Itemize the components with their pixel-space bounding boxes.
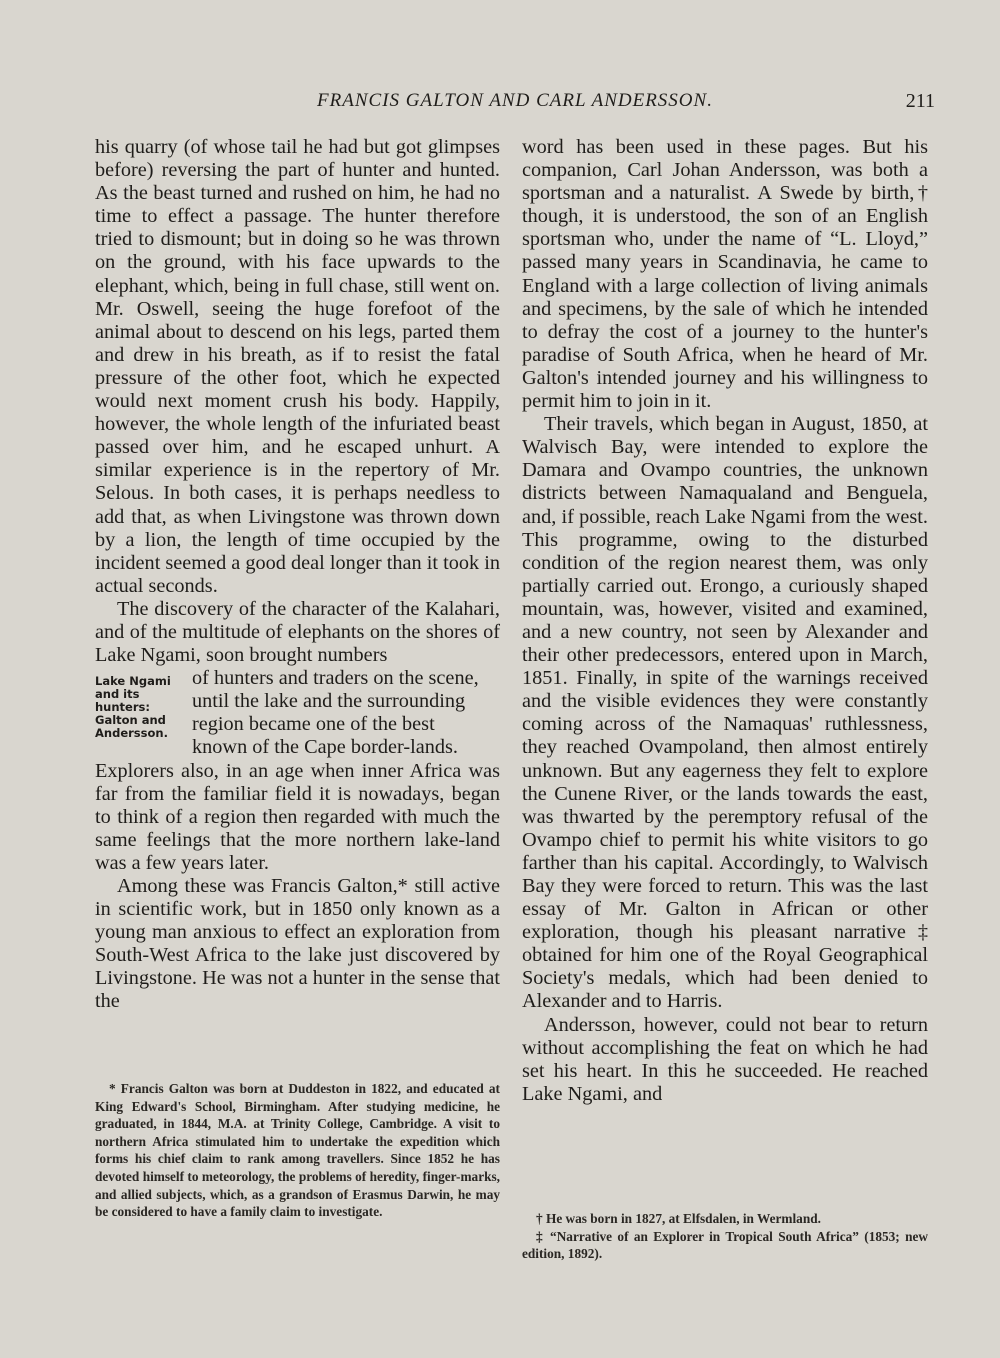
footnote: * Francis Galton was born at Duddeston in 1822, and educated at King Edward's School, Birmingham. After studying medicine, he graduated, in 1844, M.A. at Trinity College, Cambridge. A visit to northern Africa stimulated him to undertake the expedition which forms his chief claim to rank among travellers. Since 1852 he has devoted himself to meteorology, the problems of heredity, finger-marks, and allied subjects, which, as a grandson of Erasmus Darwin, he may be considered to have a family claim to investigate. xyxy=(95,1081,500,1220)
body-paragraph: The discovery of the character of the Kalahari, and of the multitude of elephants on the shores of Lake Ngami, soon brought numbers xyxy=(95,597,500,667)
footnotes-right xyxy=(522,1210,928,1263)
body-paragraph: Andersson, however, could not bear to return without accomplishing the feat on which he had set his heart. In this he succeeded. He reached Lake Ngami, and xyxy=(522,1013,928,1105)
body-paragraph: Their travels, which began in August, 1850, at Walvisch Bay, were intended to explore the Damara and Ovampo countries, the unknown districts between Namaqualand and Benguela, and, if possible, reach Lake Ngami from the west. This programme, owing to the disturbed condition of the region nearest them, was only partially carried out. Erongo, a curiously shaped mountain, was, however, visited and examined, and a new country, not seen by Alexander and their other predecessors, entered upon in March, 1851. Finally, in spite of the warnings received and the visible evidences they were constantly coming across of the Namaquas' ruthlessness, they reached Ovampoland, then almost entirely unknown. But any eagerness they felt to explore the Cunene River, or the lands towards the east, was thwarted by the peremptory refusal of the Ovampo chief to permit his white visitors to go farther than his capital. Accordingly, to Walvisch Bay they were forced to return. This was the last essay of Mr. Galton in African or other exploration, though his pleasant narrative‡ obtained for him one of the Royal Geographical Society's medals, which had been denied to Alexander and to Harris. xyxy=(522,413,928,1013)
marginal-note: Lake Ngami and its hunters: Galton and Andersson. xyxy=(95,674,171,741)
text-line: until the lake and the surrounding xyxy=(192,690,466,713)
left-column xyxy=(95,136,500,1014)
page-header xyxy=(95,90,935,120)
body-paragraph: Among these was Francis Galton,* still active in scientific work, but in 1850 only known as a young man anxious to effect an exploration from South-West Africa to the lake just discovered by Livingstone. He was not a hunter in the sense that the xyxy=(95,875,500,1013)
marginal-text-lines xyxy=(187,667,500,759)
marginal-note-block xyxy=(95,667,500,759)
text-line: known of the Cape border-lands. xyxy=(192,736,458,759)
body-paragraph: Explorers also, in an age when inner Africa was far from the familiar field it is nowadays, began to think of a region then regarded with much the same feelings that the more northern lake-land was a few years later. xyxy=(95,759,500,874)
text-line: of hunters and traders on the scene, xyxy=(192,667,479,690)
running-title: FRANCIS GALTON AND CARL ANDERSSON. xyxy=(317,90,713,111)
footnote: † He was born in 1827, at Elfsdalen, in Wermland. xyxy=(536,1211,821,1226)
page-number: 211 xyxy=(905,90,935,112)
footnote: ‡ “Narrative of an Explorer in Tropical South Africa” (1853; new edition, 1892). xyxy=(522,1228,928,1262)
body-paragraph: his quarry (of whose tail he had but got glimpses before) reversing the part of hunter and hunted. As the beast turned and rushed on him, he had no time to effect a passage. The hunter therefore tried to dismount; but in doing so he was thrown on the ground, with his face upwards to the elephant, which, being in full chase, still went on. Mr. Oswell, seeing the huge forefoot of the animal about to descend on his legs, parted them and drew in his breath, as if to resist the fatal pressure of the other foot, which he expected would next moment crush his body. Happily, however, the whole length of the infuriated beast passed over him, and he escaped unhurt. A similar experience is in the repertory of Mr. Selous. In both cases, it is perhaps needless to add that, as when Livingstone was thrown down by a lion, the length of time occupied by the incident seemed a good deal longer than it took in actual seconds. xyxy=(95,136,500,597)
right-column xyxy=(522,136,928,1106)
footnotes-left xyxy=(95,1080,500,1221)
text-line: region became one of the best xyxy=(192,713,435,736)
body-paragraph: word has been used in these pages. But his companion, Carl Johan Andersson, was both a sportsman and a naturalist. A Swede by birth,† though, it is understood, the son of an English sportsman who, under the name of “L. Lloyd,” passed many years in Scandinavia, he came to England with a large collection of living animals and specimens, by the sale of which he intended to defray the cost of a journey to the hunter's paradise of South Africa, when he heard of Mr. Galton's intended journey and his willingness to permit him to join in it. xyxy=(522,136,928,413)
